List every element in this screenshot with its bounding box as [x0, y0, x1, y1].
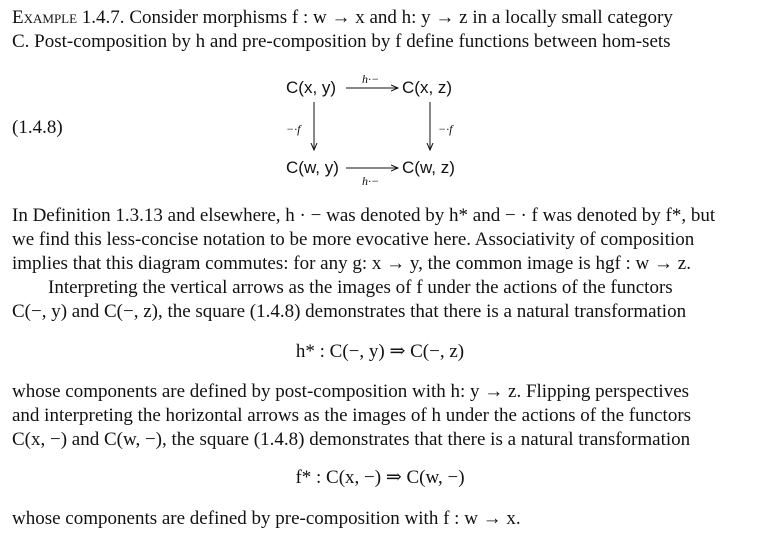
left-arrow-label: −·f: [286, 122, 301, 136]
top-arrow-label: h·−: [362, 72, 380, 86]
para1-line-3: implies that this diagram commutes: for any g: x → y, the common image is hgf : w → z.: [12, 253, 691, 274]
diagram-tag: (1.4.8): [12, 117, 63, 138]
para2-line-2: and interpreting the horizontal arrows as the images of h under the actions of the functors: [12, 405, 692, 426]
para2-line-3: C(x, −) and C(w, −), the square (1.4.8) demonstrates that there is a natural transformation: [12, 429, 691, 450]
node-bottom-left: C(w, y): [286, 158, 339, 177]
diagram-arrows: [0, 70, 760, 190]
para1-line-1: In Definition 1.3.13 and elsewhere, h · − was denoted by h* and − · f was denoted by f*, but: [12, 205, 716, 226]
para1-line-4: Interpreting the vertical arrows as the images of f under the actions of the functors: [48, 277, 673, 298]
node-top-right: C(x, z): [402, 78, 453, 97]
example-line-1-text: Consider morphisms f : w → x and h: y → z in a locally small category: [129, 7, 673, 28]
para2-line-1: whose components are defined by post-composition with h: y → z. Flipping perspectives: [12, 381, 690, 402]
equation-h-star: h* : C(−, y) ⇒ C(−, z): [295, 341, 465, 362]
example-line-1: [12, 6, 673, 30]
example-line-2: C. Post-composition by h and pre-composition by f define functions between hom-sets: [12, 31, 671, 52]
example-heading: Example 1.4.7.: [12, 7, 125, 28]
para3-line-1: whose components are defined by pre-composition with f : w → x.: [12, 508, 521, 529]
para1-line-2: we find this less-concise notation to be more evocative here. Associativity of composition: [12, 229, 695, 250]
commutative-square: [0, 70, 760, 190]
bottom-arrow-label: h·−: [362, 174, 380, 188]
equation-f-star: f* : C(x, −) ⇒ C(w, −): [295, 467, 465, 488]
right-arrow-label: −·f: [438, 122, 453, 136]
node-top-left: C(x, y): [286, 78, 337, 97]
para1-line-5: C(−, y) and C(−, z), the square (1.4.8) demonstrates that there is a natural transformation: [12, 301, 687, 322]
node-bottom-right: C(w, z): [402, 158, 455, 177]
